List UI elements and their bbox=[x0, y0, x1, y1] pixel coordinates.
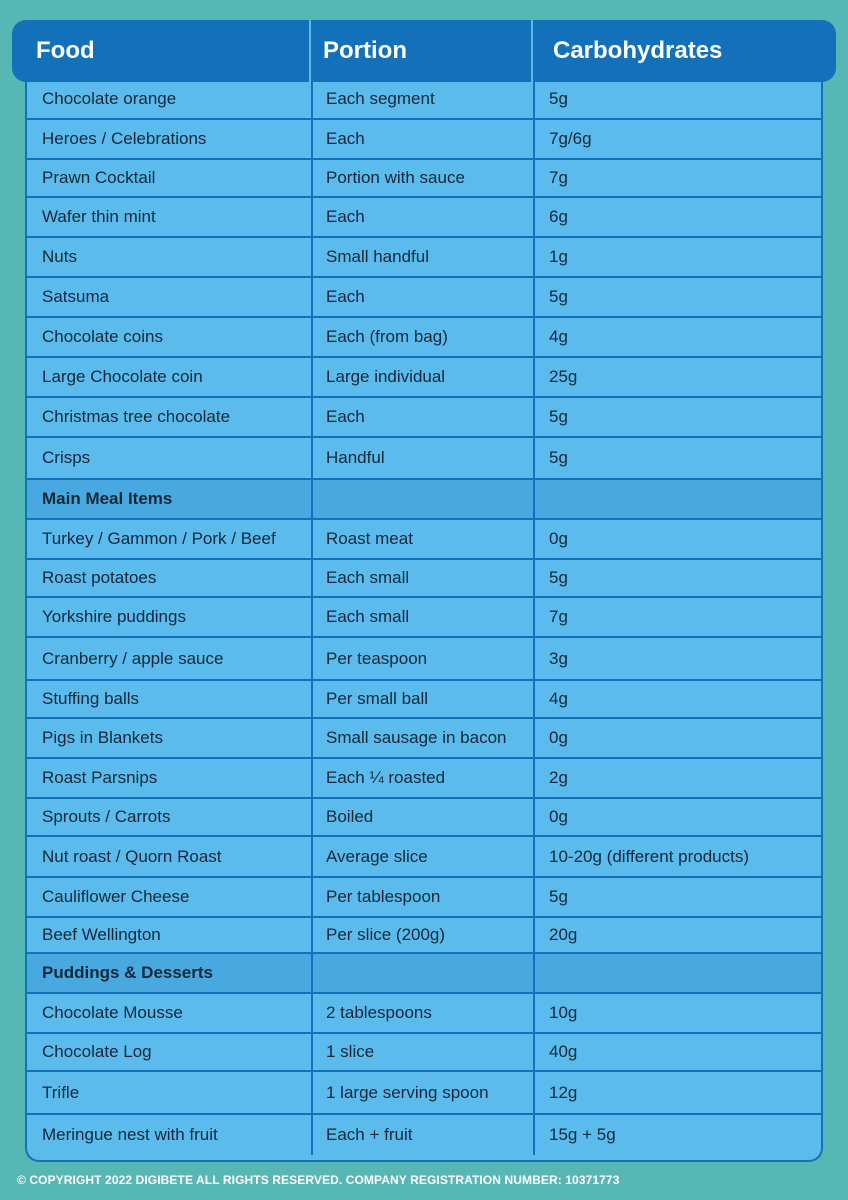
portion-cell: Each ¼ roasted bbox=[313, 759, 535, 797]
portion-cell: Portion with sauce bbox=[313, 160, 535, 196]
table-row bbox=[27, 560, 821, 598]
food-cell: Wafer thin mint bbox=[27, 198, 313, 236]
portion-cell: Each bbox=[313, 398, 535, 436]
food-cell: Sprouts / Carrots bbox=[27, 799, 313, 835]
carbohydrates-cell: 5g bbox=[549, 407, 568, 426]
portion-cell: Average slice bbox=[313, 837, 535, 876]
carbohydrates-cell: 20g bbox=[549, 925, 578, 944]
carbohydrates-cell: 7g/6g bbox=[549, 129, 592, 148]
table-row bbox=[27, 681, 821, 719]
food-cell: Meringue nest with fruit bbox=[27, 1115, 313, 1155]
portion-cell: Per teaspoon bbox=[313, 638, 535, 679]
portion-cell: Small sausage in bacon bbox=[313, 719, 535, 757]
table-row bbox=[27, 719, 821, 759]
food-cell: Beef Wellington bbox=[27, 918, 313, 952]
portion-cell: Each bbox=[313, 120, 535, 158]
food-cell: Chocolate orange bbox=[27, 80, 313, 118]
portion-cell: Boiled bbox=[313, 799, 535, 835]
table-row bbox=[27, 398, 821, 438]
table-row bbox=[27, 598, 821, 638]
carbohydrates-cell: 4g bbox=[549, 689, 568, 708]
portion-cell: Per small ball bbox=[313, 681, 535, 717]
portion-cell: Per tablespoon bbox=[313, 878, 535, 916]
carbohydrates-cell: 12g bbox=[549, 1082, 578, 1102]
header-portion: Portion bbox=[311, 20, 533, 82]
carbohydrates-cell: 40g bbox=[549, 1042, 578, 1061]
food-cell: Crisps bbox=[27, 438, 313, 478]
food-cell: Satsuma bbox=[27, 278, 313, 316]
food-cell: Cauliflower Cheese bbox=[27, 878, 313, 916]
food-cell: Puddings & Desserts bbox=[27, 954, 313, 992]
carbohydrates-cell: 7g bbox=[549, 168, 568, 187]
table-row bbox=[27, 520, 821, 560]
table-row bbox=[27, 238, 821, 278]
portion-cell: 2 tablespoons bbox=[313, 994, 535, 1032]
table-row bbox=[27, 80, 821, 120]
table-row bbox=[27, 438, 821, 480]
carbohydrate-table bbox=[12, 20, 836, 1162]
carbohydrates-cell: 0g bbox=[549, 529, 568, 548]
header-food: Food bbox=[12, 20, 311, 82]
table-row bbox=[27, 318, 821, 358]
portion-cell bbox=[313, 480, 535, 518]
table-row bbox=[27, 358, 821, 398]
food-cell: Trifle bbox=[27, 1072, 313, 1113]
section-row bbox=[27, 480, 821, 520]
table-row bbox=[27, 120, 821, 160]
food-cell: Heroes / Celebrations bbox=[27, 120, 313, 158]
portion-cell: Each segment bbox=[313, 80, 535, 118]
table-row bbox=[27, 837, 821, 878]
header-carbohydrates: Carbohydrates bbox=[553, 37, 723, 64]
food-cell: Christmas tree chocolate bbox=[27, 398, 313, 436]
copyright-footer: © COPYRIGHT 2022 DIGIBETE ALL RIGHTS RESERVED. COMPANY REGISTRATION NUMBER: 10371773 bbox=[17, 1173, 620, 1187]
carbohydrates-cell: 2g bbox=[549, 768, 568, 787]
food-cell: Turkey / Gammon / Pork / Beef bbox=[27, 520, 313, 558]
food-cell: Large Chocolate coin bbox=[27, 358, 313, 396]
portion-cell: Large individual bbox=[313, 358, 535, 396]
portion-cell bbox=[313, 954, 535, 992]
table-row bbox=[27, 198, 821, 238]
portion-cell: Handful bbox=[313, 438, 535, 478]
table-body bbox=[25, 80, 823, 1162]
carbohydrates-cell: 15g + 5g bbox=[549, 1125, 616, 1144]
food-cell: Prawn Cocktail bbox=[27, 160, 313, 196]
table-row bbox=[27, 1034, 821, 1072]
carbohydrates-cell bbox=[535, 480, 821, 518]
carbohydrates-cell: 4g bbox=[549, 327, 568, 346]
table-header bbox=[12, 20, 836, 82]
food-cell: Cranberry / apple sauce bbox=[27, 638, 313, 679]
carbohydrates-cell: 25g bbox=[549, 367, 578, 386]
carbohydrates-cell: 10g bbox=[549, 1003, 578, 1022]
carbohydrates-cell bbox=[535, 954, 821, 992]
portion-cell: Each + fruit bbox=[313, 1115, 535, 1155]
carbohydrates-cell: 6g bbox=[549, 207, 568, 226]
section-row bbox=[27, 954, 821, 994]
carbohydrates-cell: 0g bbox=[549, 807, 568, 826]
table-row bbox=[27, 799, 821, 837]
table-row bbox=[27, 638, 821, 681]
food-cell: Stuffing balls bbox=[27, 681, 313, 717]
portion-cell: Roast meat bbox=[313, 520, 535, 558]
food-cell: Nut roast / Quorn Roast bbox=[27, 837, 313, 876]
table-row bbox=[27, 160, 821, 198]
table-row bbox=[27, 994, 821, 1034]
portion-cell: 1 large serving spoon bbox=[313, 1072, 535, 1113]
food-cell: Yorkshire puddings bbox=[27, 598, 313, 636]
carbohydrates-cell: 1g bbox=[549, 247, 568, 266]
carbohydrates-cell: 10-20g (different products) bbox=[549, 846, 750, 866]
portion-cell: Each small bbox=[313, 598, 535, 636]
table-row bbox=[27, 1072, 821, 1115]
portion-cell: Each small bbox=[313, 560, 535, 596]
portion-cell: Each bbox=[313, 198, 535, 236]
carbohydrates-cell: 5g bbox=[549, 89, 568, 108]
food-cell: Chocolate Log bbox=[27, 1034, 313, 1070]
carbohydrates-cell: 5g bbox=[549, 568, 568, 587]
food-cell: Chocolate Mousse bbox=[27, 994, 313, 1032]
portion-cell: Small handful bbox=[313, 238, 535, 276]
carbohydrates-cell: 7g bbox=[549, 607, 568, 626]
carbohydrates-cell: 3g bbox=[549, 648, 568, 668]
portion-cell: Each (from bag) bbox=[313, 318, 535, 356]
carbohydrates-cell: 5g bbox=[549, 287, 568, 306]
portion-cell: Each bbox=[313, 278, 535, 316]
portion-cell: 1 slice bbox=[313, 1034, 535, 1070]
table-row bbox=[27, 878, 821, 918]
portion-cell: Per slice (200g) bbox=[313, 918, 535, 952]
carbohydrates-cell: 5g bbox=[549, 448, 568, 467]
food-cell: Roast potatoes bbox=[27, 560, 313, 596]
table-row bbox=[27, 759, 821, 799]
table-row bbox=[27, 278, 821, 318]
table-row bbox=[27, 1115, 821, 1155]
table-row bbox=[27, 918, 821, 954]
food-cell: Pigs in Blankets bbox=[27, 719, 313, 757]
carbohydrates-cell: 5g bbox=[549, 887, 568, 906]
carbohydrates-cell: 0g bbox=[549, 728, 568, 747]
food-cell: Roast Parsnips bbox=[27, 759, 313, 797]
food-cell: Nuts bbox=[27, 238, 313, 276]
food-cell: Chocolate coins bbox=[27, 318, 313, 356]
food-cell: Main Meal Items bbox=[27, 480, 313, 518]
